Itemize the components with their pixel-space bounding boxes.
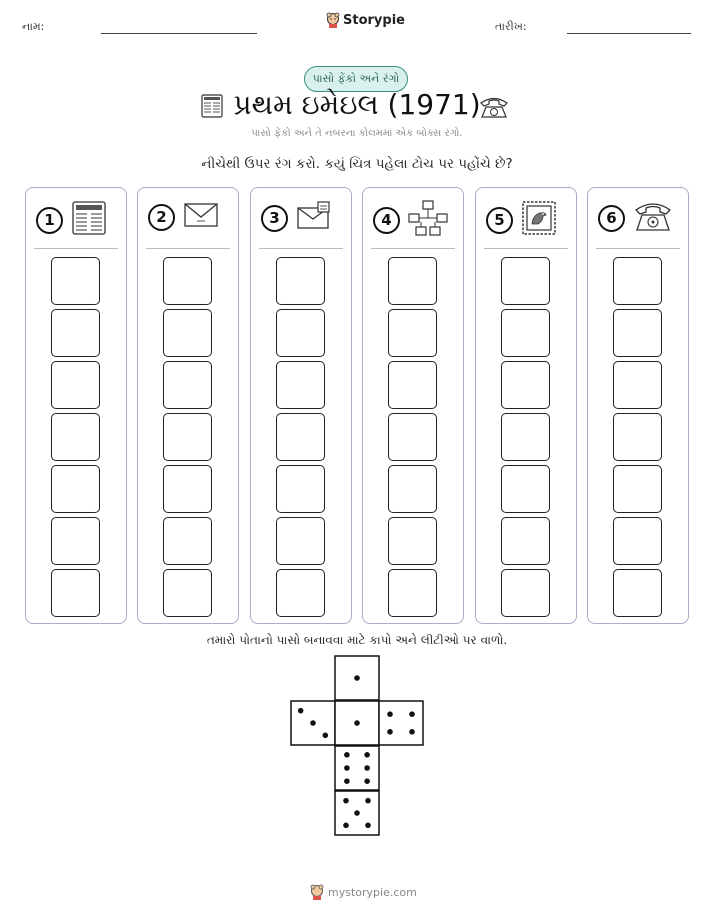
dice-pip <box>387 729 393 735</box>
dice-face-4[interactable] <box>379 701 423 745</box>
dice-pip <box>344 778 350 784</box>
column-number: 1 <box>36 207 63 234</box>
dice-pip <box>364 778 370 784</box>
dice-face-6[interactable] <box>335 746 379 790</box>
dice-face-1[interactable] <box>335 656 379 700</box>
dice-pip <box>364 765 370 771</box>
page-title: પ્રથમ ઇમેઇલ (1971) <box>233 88 481 121</box>
brand-name: Storypie <box>343 12 405 28</box>
footer-url[interactable]: mystorypie.com <box>328 885 417 899</box>
dice-pip <box>387 711 393 717</box>
column-number: 6 <box>598 205 625 232</box>
mascot-icon <box>310 884 324 900</box>
dice-pip <box>298 708 304 714</box>
column-number: 3 <box>261 205 288 232</box>
dice-pip <box>354 720 360 726</box>
column-number: 4 <box>373 207 400 234</box>
dice-pip <box>409 729 415 735</box>
dice-pip <box>344 752 350 758</box>
column-number: 5 <box>486 207 513 234</box>
dice-pip <box>343 798 349 804</box>
cut-instruction: તમારો પોતાનો પાસો બનાવવા માટે કાપો અને લીટીઓ પર વાળો. <box>206 633 508 647</box>
dice-pip <box>323 733 329 739</box>
dice-pip <box>310 720 316 726</box>
subtitle: પાસો ફેંકો અને તે નંબરના કોલમમાં એક બોક્સ રંગો. <box>251 128 463 139</box>
dice-pip <box>365 823 371 829</box>
footer <box>310 884 417 900</box>
dice-face-5[interactable] <box>335 791 379 835</box>
dice-face-1[interactable] <box>335 701 379 745</box>
game-tag: પાસો ફેંકો અને રંગો <box>304 66 408 92</box>
dice-pip <box>354 810 360 816</box>
dice-face-3[interactable] <box>291 701 335 745</box>
dice-pip <box>365 798 371 804</box>
date-label: તારીખ: <box>495 20 527 33</box>
instruction: નીચેથી ઉપર રંગ કરો. કયું ચિત્ર પહેલા ટોચ પર પહોંચે છે? <box>201 156 513 172</box>
dice-pip <box>343 823 349 829</box>
dice-pip <box>344 765 350 771</box>
column-number: 2 <box>148 204 175 231</box>
dice-pip <box>354 675 360 681</box>
dice-pip <box>364 752 370 758</box>
name-label: નામ: <box>22 20 45 33</box>
dice-pip <box>409 711 415 717</box>
